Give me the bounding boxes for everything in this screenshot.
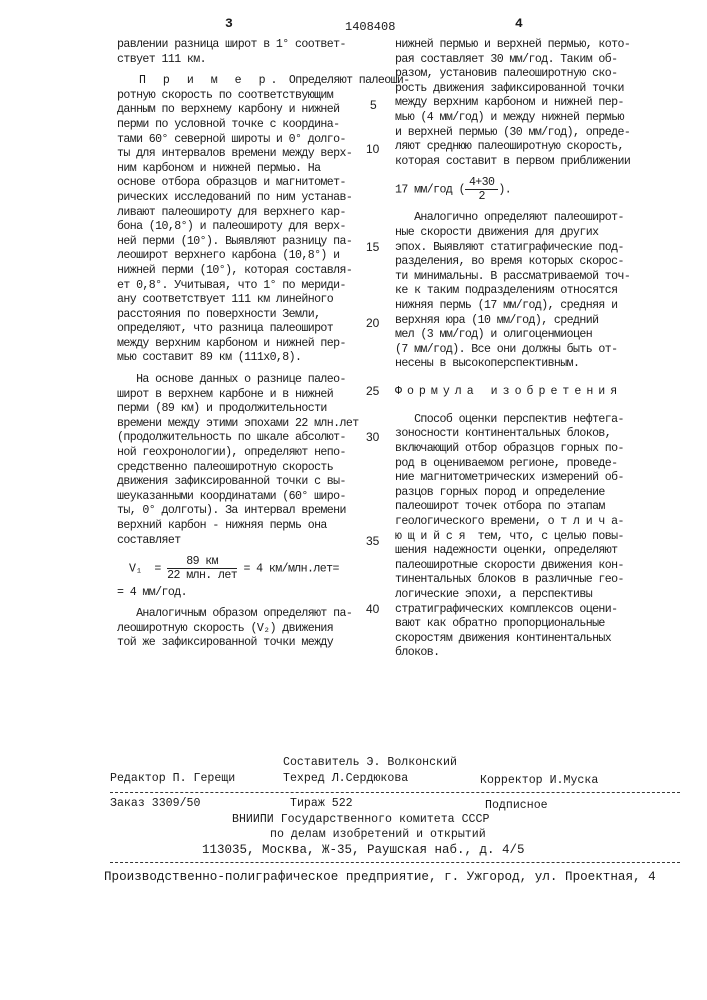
text-line: ной геохронологии), определяют непо-: [117, 446, 410, 461]
text-line: палеоширот точек отбора по этапам: [395, 500, 630, 515]
text-line: Аналогично определяют палеоширот-: [395, 211, 630, 226]
text-line: равлении разница широт в 1° соответ-: [117, 38, 410, 53]
left-paragraph-3: [117, 373, 410, 548]
average-tail: ).: [498, 184, 511, 197]
line-number: 10: [366, 142, 379, 156]
text-line: Способ оценки перспектив нефтега-: [395, 413, 630, 428]
text-line: леоширотную скорость (V₂) движения: [117, 622, 410, 637]
text-line: которая составит в первом приближении: [395, 155, 630, 170]
page-number-right: 4: [515, 16, 523, 31]
line-number: 40: [366, 602, 379, 616]
text-line: определяют, что разница палеоширот: [117, 322, 410, 337]
line-number: 30: [366, 430, 379, 444]
text-line: шения надежности оценки, определяют: [395, 544, 630, 559]
text-line: нижняя пермь (17 мм/год), средняя и: [395, 299, 630, 314]
text-line: нижней перми (10°), которая составля-: [117, 264, 410, 279]
right-paragraph-2: [395, 211, 630, 372]
text-line: бона (10,8°) и палеошироту для верх-: [117, 220, 410, 235]
claims-text: [395, 413, 630, 661]
text-line: рая составляет 30 мм/год. Таким об-: [395, 53, 630, 68]
text-line: тинентальных блоков в различные гео-: [395, 573, 630, 588]
corrector: Корректор И.Муска: [480, 774, 598, 787]
average-velocity: [395, 176, 630, 203]
text-line: логические эпохи, а перспективы: [395, 588, 630, 603]
divider: [110, 792, 680, 793]
text-line: скоростям движения континентальных: [395, 632, 630, 647]
patent-number: 1408408: [345, 20, 395, 34]
formula-lhs: V₁ =: [129, 563, 161, 576]
address: 113035, Москва, Ж-35, Раушская наб., д. 4/5: [202, 843, 525, 857]
text-line: верхний карбон - нижняя пермь она: [117, 519, 410, 534]
text-line: геологического времени, о т л и ч а-: [395, 515, 630, 530]
text-line: рость движения зафиксированной точки: [395, 82, 630, 97]
left-paragraph-1: [117, 38, 410, 67]
line-number: 15: [366, 240, 379, 254]
text-line: ные скорости движения для других: [395, 226, 630, 241]
formula-continuation: = 4 мм/год.: [117, 586, 410, 599]
example-lead: П р и м е р.: [117, 74, 283, 87]
text-line: ти минимальны. В рассматриваемой точ-: [395, 270, 630, 285]
editor: Редактор П. Герещи: [110, 772, 235, 785]
text-line: (7 мм/год). Все они должны быть от-: [395, 343, 630, 358]
text-line: мел (3 мм/год) и олигоценмиоцен: [395, 328, 630, 343]
text-line: ливают палеошироту для верхнего кар-: [117, 206, 410, 221]
text-line: той же зафиксированной точки между: [117, 636, 410, 651]
text-line: Определяют палеоши-: [283, 74, 410, 87]
text-line: широт в верхнем карбоне и в нижней: [117, 388, 410, 403]
text-line: между верхним карбоном и нижней пер-: [117, 337, 410, 352]
text-line: палеоширотные скорости движения кон-: [395, 559, 630, 574]
text-line: разцов горных пород и определение: [395, 486, 630, 501]
text-line: нижней пермью и верхней пермью, кото-: [395, 38, 630, 53]
subscription: Подписное: [485, 799, 548, 812]
text-line: ним карбоном и нижней пермью. На: [117, 162, 410, 177]
text-line: расстояния по поверхности Земли,: [117, 308, 410, 323]
line-number: 35: [366, 534, 379, 548]
order-number: Заказ 3309/50: [110, 797, 200, 810]
text-line: ет 0,8°. Учитывая, что 1° по мериди-: [117, 279, 410, 294]
text-line: ляют среднюю палеоширотную скорость,: [395, 140, 630, 155]
text-line: ке к таким подразделениям относятся: [395, 284, 630, 299]
text-line: леоширот верхнего карбона (10,8°) и: [117, 249, 410, 264]
text-line: тами 60° северной широты и 0° долго-: [117, 133, 410, 148]
average-numerator: 4+30: [465, 176, 498, 190]
circulation: Тираж 522: [290, 797, 353, 810]
text-line: ю щ и й с я тем, что, с целью повы-: [395, 530, 630, 545]
text-line: включающий отбор образцов горных по-: [395, 442, 630, 457]
organization-line-1: ВНИИПИ Государственного комитета СССР: [232, 813, 489, 826]
text-line: ней перми (10°). Выявляют разницу па-: [117, 235, 410, 250]
text-line: ты для интервалов времени между верх-: [117, 147, 410, 162]
text-line: времени между этими эпохами 22 млн.лет: [117, 417, 410, 432]
compiler: Составитель Э. Волконский: [283, 756, 457, 769]
text-line: данным по верхнему карбону и нижней: [117, 103, 410, 118]
text-line: движения зафиксированной точки с вы-: [117, 475, 410, 490]
text-line: перми (89 км) и продолжительности: [117, 402, 410, 417]
text-line: разом, установив палеоширотную ско-: [395, 67, 630, 82]
text-line: составляет: [117, 534, 410, 549]
text-line: Аналогичным образом определяют па-: [117, 607, 410, 622]
text-line: ние магнитометрических измерений об-: [395, 471, 630, 486]
average-denominator: 2: [465, 190, 498, 203]
line-number: 25: [366, 384, 379, 398]
right-paragraph-1: [395, 38, 630, 169]
left-column: [117, 38, 410, 658]
text-line: верхняя юра (10 мм/год), средний: [395, 314, 630, 329]
text-line: средственно палеоширотную скорость: [117, 461, 410, 476]
text-line: перми по условной точке с координа-: [117, 118, 410, 133]
text-line: род в оцениваемом регионе, проведе-: [395, 457, 630, 472]
line-number: 20: [366, 316, 379, 330]
divider: [110, 862, 680, 863]
formula-rhs: = 4 км/млн.лет=: [243, 563, 338, 576]
text-line: несены в высокоперспективным.: [395, 357, 630, 372]
techred: Техред Л.Сердюкова: [283, 772, 408, 785]
text-line: зоносности континентальных блоков,: [395, 427, 630, 442]
average-text: 17 мм/год (: [395, 184, 465, 197]
right-column: [395, 38, 630, 668]
organization-line-2: по делам изобретений и открытий: [270, 828, 486, 841]
text-line: ствует 111 км.: [117, 53, 410, 68]
text-line: мью (4 мм/год) и между нижней пермью: [395, 111, 630, 126]
text-line: шеуказанными координатами (60° широ-: [117, 490, 410, 505]
text-line: (продолжительность по шкале абсолют-: [117, 431, 410, 446]
text-line: На основе данных о разнице палео-: [117, 373, 410, 388]
page-number-left: 3: [225, 16, 233, 31]
text-line: вают как обратно пропорциональные: [395, 617, 630, 632]
printer: Производственно-полиграфическое предприятие, г. Ужгород, ул. Проектная, 4: [104, 870, 656, 884]
text-line: блоков.: [395, 646, 630, 661]
velocity-formula: [117, 555, 410, 582]
text-line: между верхним карбоном и нижней пер-: [395, 96, 630, 111]
text-line: рических исследований по ним устанав-: [117, 191, 410, 206]
text-line: ты, 0° долготы). За интервал времени: [117, 504, 410, 519]
text-line: ану соответствует 111 км линейного: [117, 293, 410, 308]
text-line: разделения, во время которых скорос-: [395, 255, 630, 270]
claims-title: Формула изобретения: [395, 384, 630, 399]
text-line: основе отбора образцов и магнитомет-: [117, 176, 410, 191]
text-line: ротную скорость по соответствующим: [117, 89, 410, 104]
text-line: стратиграфических комплексов оцени-: [395, 603, 630, 618]
formula-denominator: 22 млн. лет: [167, 569, 237, 582]
formula-numerator: 89 км: [167, 555, 237, 569]
text-line: эпох. Выявляют статиграфические под-: [395, 241, 630, 256]
text-line: и верхней пермью (30 мм/год), опреде-: [395, 126, 630, 141]
line-number: 5: [370, 98, 377, 112]
text-line: мью составит 89 км (111х0,8).: [117, 351, 410, 366]
